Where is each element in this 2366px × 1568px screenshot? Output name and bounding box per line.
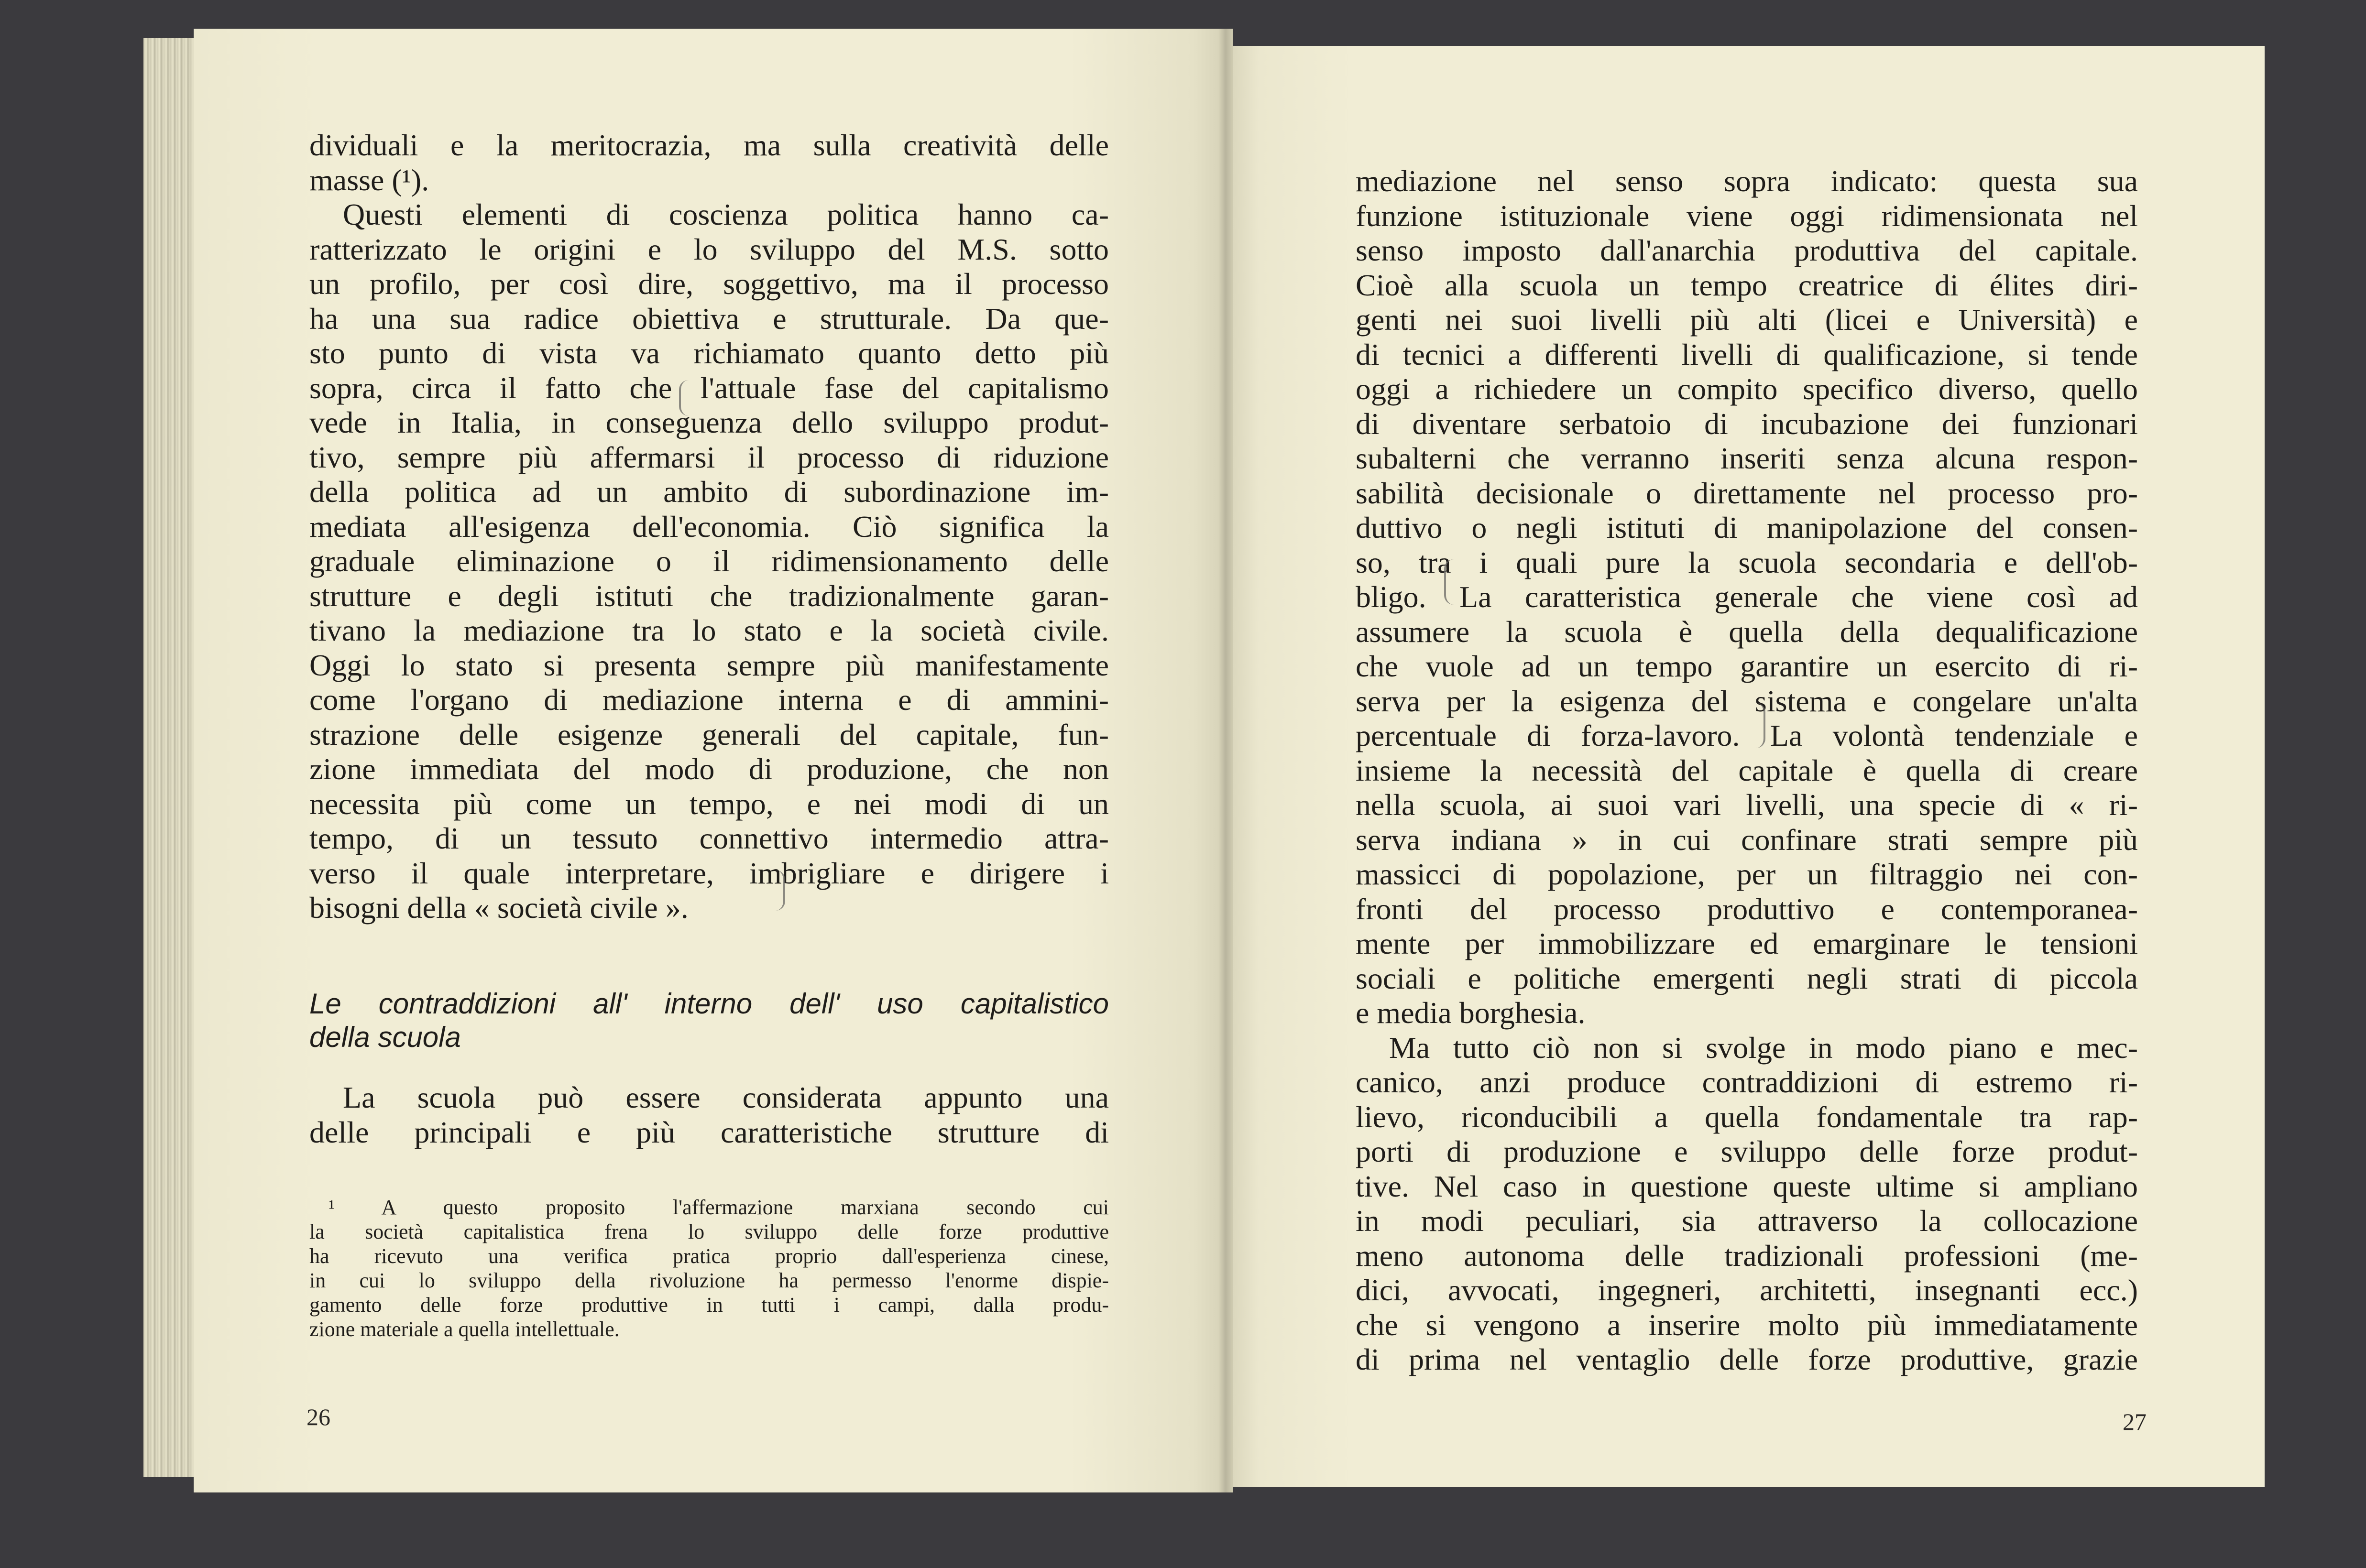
text-line: gamento delle forze produttive in tutti i campi, dalla produ-	[309, 1293, 1109, 1317]
text-line: di tecnici a differenti livelli di qualificazione, si tende	[1356, 337, 2138, 371]
text-line: zione immediata del modo di produzione, che non	[309, 752, 1109, 786]
text-line: della scuola	[309, 1021, 461, 1053]
text-line: insieme la necessità del capitale è quella di creare	[1356, 753, 2138, 787]
text-line: che si vengono a inserire molto più immediatamente	[1356, 1307, 2138, 1342]
text-line: masse (¹).	[309, 163, 429, 197]
text-line: assumere la scuola è quella della dequalificazione	[1356, 614, 2138, 649]
text-line: porti di produzione e sviluppo delle forze produt-	[1356, 1134, 2138, 1168]
text-line: senso imposto dall'anarchia produttiva del capitale.	[1356, 233, 2138, 267]
text-line: di diventare serbatoio di incubazione dei funzionari	[1356, 406, 2138, 441]
text-line: necessita più come un tempo, e nei modi di un	[309, 786, 1109, 821]
section-heading	[309, 987, 1109, 1054]
text-line: un profilo, per così dire, soggettivo, ma il processo	[309, 267, 1109, 301]
text-line: e media borghesia.	[1356, 996, 1586, 1030]
text-line: sto punto di vista va richiamato quanto detto più	[309, 336, 1109, 370]
text-line: come l'organo di mediazione interna e di ammini-	[309, 683, 1109, 717]
text-line: Ma tutto ciò non si svolge in modo piano e mec-	[1389, 1030, 2138, 1065]
text-line: la società capitalistica frena lo sviluppo delle forze produttive	[309, 1220, 1109, 1243]
text-line: in modi peculiari, sia attraverso la collocazione	[1356, 1204, 2138, 1238]
text-line: verso il quale interpretare, imbrigliare e dirigere i	[309, 856, 1109, 890]
text-line: ha una sua radice obiettiva e strutturale. Da que-	[309, 301, 1109, 336]
text-line: canico, anzi produce contraddizioni di estremo ri-	[1356, 1065, 2138, 1099]
text-line: sociali e politiche emergenti negli strati di piccola	[1356, 961, 2138, 995]
text-line: funzione istituzionale viene oggi ridimensionata nel	[1356, 198, 2138, 233]
text-line: sabilità decisionale o direttamente nel processo pro-	[1356, 476, 2138, 510]
text-line: Le contraddizioni all' interno dell' uso capitalistico	[309, 988, 1109, 1020]
text-line: oggi a richiedere un compito specifico diverso, quello	[1356, 372, 2138, 406]
text-line: zione materiale a quella intellettuale.	[309, 1318, 620, 1341]
text-line: in cui lo sviluppo della rivoluzione ha permesso l'enorme dispie-	[309, 1269, 1109, 1292]
text-line: percentuale di forza-lavoro. La volontà tendenziale e	[1356, 719, 2138, 752]
text-line: tivo, sempre più affermarsi il processo di riduzione	[309, 440, 1109, 474]
text-line: dividuali e la meritocrazia, ma sulla creatività delle	[309, 128, 1109, 162]
text-line: di prima nel ventaglio delle forze produttive, grazie	[1356, 1342, 2138, 1376]
text-line: mediazione nel senso sopra indicato: questa sua	[1356, 164, 2138, 198]
page-number-right: 27	[2123, 1408, 2147, 1435]
text-line: Oggi lo stato si presenta sempre più manifestamente	[309, 648, 1109, 682]
pencil-bracket-mark	[1444, 559, 1455, 605]
text-line: La scuola può essere considerata appunto una	[343, 1080, 1109, 1114]
text-line: ¹ A questo proposito l'affermazione marxiana secondo cui	[329, 1196, 1109, 1219]
text-line: strazione delle esigenze generali del capitale, fun-	[309, 717, 1109, 751]
text-line: mediata all'esigenza dell'economia. Ciò significa la	[309, 509, 1109, 544]
text-line: mente per immobilizzare ed emarginare le tensioni	[1356, 926, 2138, 960]
text-line: della politica ad un ambito di subordinazione im-	[309, 475, 1109, 509]
text-line: serva per la esigenza del sistema e congelare un'alta	[1356, 684, 2138, 718]
text-line: duttivo o negli istituti di manipolazione del consen-	[1356, 511, 2138, 544]
right-page-text	[1356, 164, 2138, 1377]
book-gutter	[1218, 29, 1233, 1492]
text-line: vede in Italia, in conseguenza dello sviluppo produt-	[309, 405, 1109, 439]
text-line: meno autonoma delle tradizionali professioni (me-	[1356, 1238, 2138, 1273]
pencil-bracket-mark	[679, 380, 690, 416]
text-line: tivano la mediazione tra lo stato e la società civile.	[309, 613, 1109, 647]
text-line: genti nei suoi livelli più alti (licei e Università) e	[1356, 303, 2138, 337]
text-line: subalterni che verranno inseriti senza alcuna respon-	[1356, 441, 2138, 475]
text-line: ratterizzato le origini e lo sviluppo del M.S. sotto	[309, 232, 1109, 266]
text-line: strutture e degli istituti che tradizionalmente garan-	[309, 578, 1109, 613]
footnote	[309, 1195, 1109, 1341]
text-line: so, tra i quali pure la scuola secondaria e dell'ob-	[1356, 545, 2138, 579]
page-number-left: 26	[307, 1404, 330, 1430]
text-line: tive. Nel caso in questione queste ultime si ampliano	[1356, 1169, 2138, 1203]
text-line: tempo, di un tessuto connettivo intermedio attra-	[309, 821, 1109, 855]
text-line: sopra, circa il fatto che l'attuale fase del capitalismo	[309, 370, 1109, 405]
text-line: nella scuola, ai suoi vari livelli, una specie di « ri-	[1356, 788, 2138, 822]
text-line: Cioè alla scuola un tempo creatrice di élites diri-	[1356, 268, 2138, 302]
left-paragraph-2	[309, 1080, 1109, 1150]
text-line: graduale eliminazione o il ridimensionamento delle	[309, 544, 1109, 578]
text-line: ha ricevuto una verifica pratica proprio dall'esperienza cinese,	[309, 1244, 1109, 1268]
pencil-bracket-mark	[1755, 703, 1765, 748]
pencil-bracket-mark	[775, 870, 785, 911]
book-page-edges	[143, 38, 196, 1477]
text-line: bisogni della « società civile ».	[309, 891, 689, 925]
text-line: massicci di popolazione, per un filtraggio nei con-	[1356, 857, 2138, 891]
text-line: fronti del processo produttivo e contemporanea-	[1356, 892, 2138, 926]
text-line: serva indiana » in cui confinare strati sempre più	[1356, 822, 2138, 857]
text-line: Questi elementi di coscienza politica hanno ca-	[343, 197, 1109, 231]
text-line: lievo, riconducibili a quella fondamentale tra rap-	[1356, 1100, 2138, 1134]
text-line: dici, avvocati, ingegneri, architetti, insegnanti ecc.)	[1356, 1273, 2138, 1307]
text-line: che vuole ad un tempo garantire un esercito di ri-	[1356, 649, 2138, 683]
left-paragraph-1	[309, 128, 1109, 926]
text-line: delle principali e più caratteristiche strutture di	[309, 1115, 1109, 1149]
text-line: bligo. La caratteristica generale che viene così ad	[1356, 580, 2138, 614]
